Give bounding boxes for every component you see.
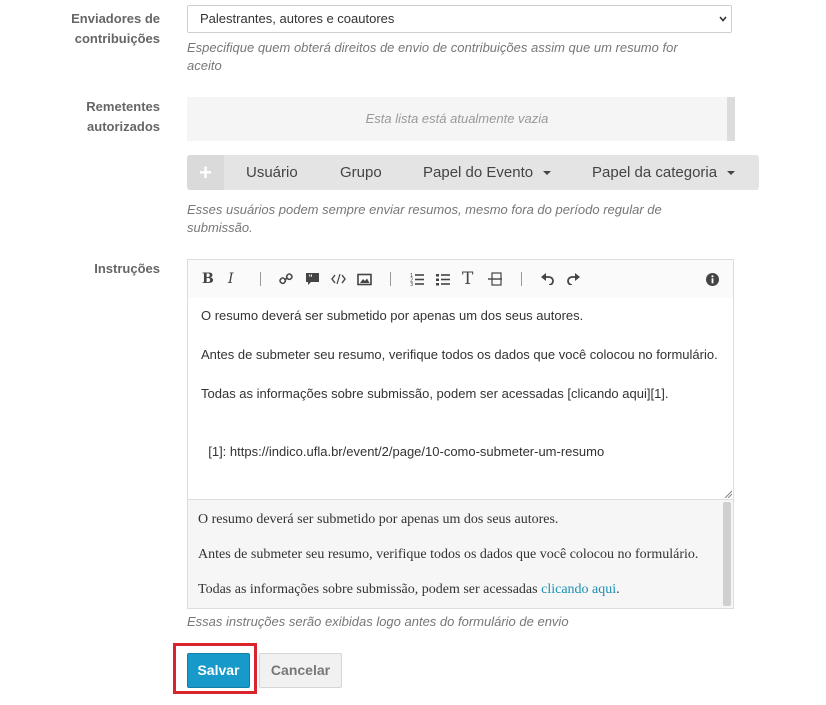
svg-text:3: 3 [410,282,414,286]
preview-line [198,582,620,598]
info-icon [706,273,719,286]
resize-grip-icon[interactable] [723,489,732,498]
undo-icon [541,273,554,285]
instructions-editor[interactable] [187,259,734,500]
instructions-preview [187,500,734,609]
quote-button[interactable] [305,270,320,288]
caret-down-icon [543,171,551,175]
heading-icon: T [462,269,474,289]
code-icon [331,272,346,286]
plus-icon: + [199,159,212,185]
submitters-label-line2: contribuições [74,31,160,46]
preview-line: Antes de submeter seu resumo, verifique todos os dados que você colocou no formulário. [198,547,699,562]
svg-text:": " [308,273,313,283]
authorized-hint: Esses usuários podem sempre enviar resumos, mesmo fora do período regular de submissão. [187,202,662,235]
cancel-button[interactable]: Cancelar [259,653,342,688]
preview-line-text: Todas as informações sobre submissão, podem ser acessadas [198,582,542,597]
chevron-down-icon [719,15,727,23]
toolbar-divider [260,272,261,286]
horizontal-rule-icon [488,272,502,286]
italic-icon: I [228,271,234,287]
preview-link[interactable]: clicando aqui [541,582,617,597]
ordered-list-icon [410,272,424,286]
event-role-dropdown[interactable] [423,155,551,190]
undo-button[interactable] [541,270,554,288]
preview-scrollbar[interactable] [723,502,731,606]
image-icon [357,273,372,286]
save-button[interactable]: Salvar [187,653,250,688]
code-button[interactable] [331,270,346,288]
principal-toolbar [187,155,759,190]
editor-line: [1]: https://indico.ufla.br/event/2/page/10-como-submeter-um-resumo [201,444,605,459]
link-icon [279,272,293,286]
editor-line: Todas as informações sobre submissão, podem ser acessadas [clicando aqui][1]. [201,386,669,401]
submitters-label-line1: Enviadores de [71,11,160,26]
authorized-label [0,97,160,137]
bullet-list-button[interactable] [436,270,450,288]
instructions-label: Instruções [94,261,160,276]
help-button[interactable] [706,270,719,288]
link-button[interactable] [279,270,293,288]
authorized-label-line2: autorizados [87,119,160,134]
caret-down-icon [727,171,735,175]
horizontal-rule-button[interactable] [488,270,502,288]
category-role-dropdown[interactable] [592,155,735,190]
quote-icon [305,272,320,286]
submitters-label [0,9,160,49]
italic-button[interactable] [228,270,234,288]
preview-line-suffix: . [616,582,620,597]
editor-toolbar [188,260,733,298]
add-principal-button[interactable] [187,155,224,190]
toolbar-divider [521,272,522,286]
bold-icon: B [202,271,214,287]
category-role-label: Papel da categoria [592,164,718,181]
svg-text:2: 2 [410,277,414,284]
add-group-button[interactable]: Grupo [340,164,382,181]
image-button[interactable] [357,270,372,288]
bullet-list-icon [436,272,450,286]
svg-text:1: 1 [410,273,414,279]
bold-button[interactable] [202,270,214,288]
authorized-empty-list: Esta lista está atualmente vazia [187,97,735,141]
submitters-select-value: Palestrantes, autores e coautores [200,11,395,26]
ordered-list-button[interactable] [410,270,424,288]
event-role-label: Papel do Evento [423,164,534,181]
editor-line: Antes de submeter seu resumo, verifique todos os dados que você colocou no formulário. [201,347,718,362]
add-user-button[interactable]: Usuário [246,164,298,181]
submitters-select[interactable] [187,5,732,33]
heading-button[interactable] [462,270,473,288]
instructions-hint: Essas instruções serão exibidas logo antes do formulário de envio [187,614,569,629]
redo-button[interactable] [567,270,580,288]
editor-line: O resumo deverá ser submetido por apenas um dos seus autores. [201,308,584,323]
preview-line: O resumo deverá ser submetido por apenas um dos seus autores. [198,512,559,527]
toolbar-divider [390,272,391,286]
submitters-hint: Especifique quem obterá direitos de envio de contribuições assim que um resumo for aceito [187,40,678,73]
redo-icon [567,273,580,285]
authorized-label-line1: Remetentes [86,99,160,114]
